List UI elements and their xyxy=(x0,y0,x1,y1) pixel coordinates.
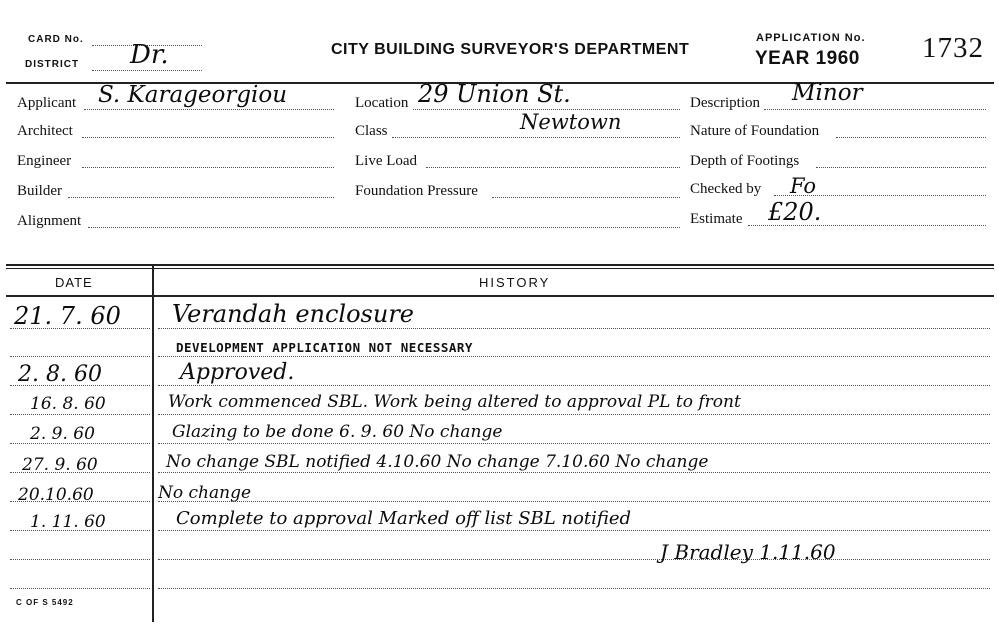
history-date: 2. 9. 60 xyxy=(30,424,95,444)
history-top-rule xyxy=(6,264,994,266)
department-title: CITY BUILDING SURVEYOR'S DEPARTMENT xyxy=(331,41,690,58)
history-entry: Complete to approval Marked off list SBL notified xyxy=(176,508,632,529)
card-no-label: CARD No. xyxy=(28,34,84,45)
row-rule xyxy=(158,443,990,444)
row-rule xyxy=(158,501,990,502)
row-rule xyxy=(10,559,150,560)
row-rule xyxy=(158,356,990,357)
architect-label: Architect xyxy=(17,123,73,139)
description-label: Description xyxy=(690,95,760,111)
applicant-label: Applicant xyxy=(17,95,77,111)
class-dots xyxy=(392,137,680,138)
history-entry: No change xyxy=(158,483,252,503)
history-entry: Verandah enclosure xyxy=(172,300,415,328)
row-rule xyxy=(158,414,990,415)
row-rule xyxy=(158,472,990,473)
class-label: Class xyxy=(355,123,388,139)
foundation-pressure-dots xyxy=(492,197,680,198)
depth-footings-label: Depth of Footings xyxy=(690,153,800,169)
date-header: DATE xyxy=(55,275,93,290)
row-rule xyxy=(158,530,990,531)
row-rule xyxy=(10,414,150,415)
description-dots xyxy=(764,109,986,110)
history-entry: No change SBL notified 4.10.60 No change 7.10.60 No change xyxy=(166,452,709,472)
engineer-label: Engineer xyxy=(17,153,72,169)
history-entry: Work commenced SBL. Work being altered to approval PL to front xyxy=(168,392,741,412)
row-rule xyxy=(10,356,150,357)
district-label: DISTRICT xyxy=(25,59,80,70)
history-date: 1. 11. 60 xyxy=(30,512,106,532)
signature: J Bradley 1.11.60 xyxy=(660,540,836,564)
checked-by-label: Checked by xyxy=(690,181,762,197)
nature-foundation-label: Nature of Foundation xyxy=(690,123,820,139)
history-date: 16. 8. 60 xyxy=(30,394,106,414)
estimate-label: Estimate xyxy=(690,211,743,227)
foundation-pressure-label: Foundation Pressure xyxy=(355,183,478,199)
builder-label: Builder xyxy=(17,183,62,199)
history-header: HISTORY xyxy=(479,275,551,290)
history-date: 20.10.60 xyxy=(18,485,94,505)
checked-by-value: Fo xyxy=(790,174,817,198)
history-header-rule xyxy=(6,295,994,297)
location-label: Location xyxy=(355,95,409,111)
applicant-value: S. Karageorgiou xyxy=(98,82,288,108)
location-value: 29 Union St. xyxy=(418,80,571,108)
applicant-dots xyxy=(84,109,334,110)
year-label: YEAR 1960 xyxy=(755,48,860,69)
form-number: C OF S 5492 xyxy=(16,598,74,607)
alignment-dots xyxy=(88,227,680,228)
history-top-rule-2 xyxy=(6,268,994,269)
live-load-dots xyxy=(426,167,680,168)
row-rule xyxy=(10,588,150,589)
estimate-value: £20. xyxy=(768,198,822,226)
history-date: 21. 7. 60 xyxy=(14,302,121,330)
row-rule xyxy=(158,559,990,560)
depth-footings-dots xyxy=(816,167,986,168)
description-value: Minor xyxy=(792,80,863,106)
date-column-divider xyxy=(152,266,154,622)
application-no-label: APPLICATION No. xyxy=(756,32,866,44)
district-value: Dr. xyxy=(130,40,169,70)
development-stamp: DEVELOPMENT APPLICATION NOT NECESSARY xyxy=(176,340,473,355)
builder-dots xyxy=(68,197,334,198)
class-value: Newtown xyxy=(520,110,622,134)
architect-dots xyxy=(82,137,334,138)
nature-foundation-dots xyxy=(836,137,986,138)
history-entry: Approved. xyxy=(180,360,295,385)
district-dots xyxy=(92,70,202,71)
live-load-label: Live Load xyxy=(355,153,418,169)
application-number: 1732 xyxy=(922,32,984,64)
alignment-label: Alignment xyxy=(17,213,82,229)
history-entry: Glazing to be done 6. 9. 60 No change xyxy=(172,422,503,442)
history-date: 2. 8. 60 xyxy=(18,362,102,387)
row-rule xyxy=(158,328,990,329)
row-rule xyxy=(158,385,990,386)
history-date: 27. 9. 60 xyxy=(22,455,98,475)
row-rule xyxy=(158,588,990,589)
engineer-dots xyxy=(82,167,334,168)
